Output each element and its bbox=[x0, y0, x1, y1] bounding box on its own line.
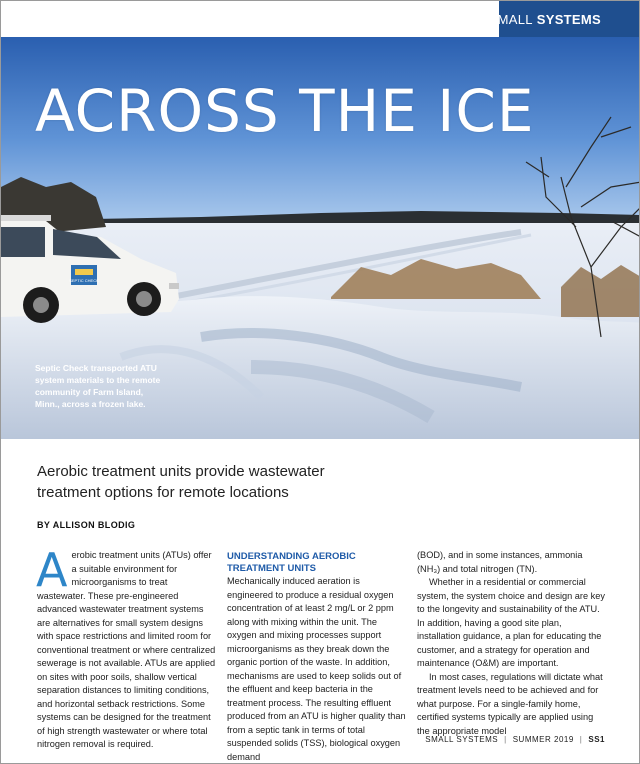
truck-logo: SEPTIC CHECK bbox=[69, 278, 99, 283]
intro-text: erobic treatment units (ATUs) offer a suitable environment for microorganisms to treat wastewater. These pre-engineered advanced wastewater treatment systems are alternatives for small system designs with space restrictions and limited room for conventional treatment or where centralized sewerage is not available. ATUs are applied on sites with poor soils, shallow vertical separation distances to limiting conditions, and horizontal setback restrictions. Some systems can be designed for the treatment of high strength wastewater or where total nitrogen removal is required. bbox=[37, 550, 216, 749]
paragraph-system-choice: Whether in a residential or commercial system, the system choice and design are key to the longevity and sustainability of the ATU. In addition, having a good site plan, installation guidance, a plan for educating the customer, and a strategy for operation and maintenance (O&M) are important. bbox=[417, 577, 605, 668]
section-tag bbox=[488, 1, 639, 37]
footer-page-number: SS1 bbox=[588, 735, 605, 744]
column-3 bbox=[417, 549, 607, 738]
photo-caption: Septic Check transported ATU system materials to the remote community of Farm Island, Minn., across a frozen lake. bbox=[35, 363, 161, 409]
column-2 bbox=[227, 549, 407, 764]
column-1 bbox=[36, 543, 217, 752]
subhead-understanding-atu: UNDERSTANDING AEROBIC TREATMENT UNITS bbox=[227, 551, 356, 574]
paragraph-bod: (BOD), and in some instances, ammonia (NH₃) and total nitrogen (TN). bbox=[417, 550, 583, 574]
article-deck: Aerobic treatment units provide wastewater treatment options for remote locations bbox=[37, 463, 325, 501]
footer-publication: SMALL SYSTEMS bbox=[425, 735, 499, 744]
paragraph-intro bbox=[36, 543, 217, 752]
paragraph-aeration: Mechanically induced aeration is engineered to produce a residual oxygen concentration of at least 2 mg/L or 2 ppm along with mixing within the unit. The oxygen and mixing processes support microorganisms as they break down the organic portion of the waste. In addition, mechanisms are used to keep solids out of the effluent and keep bacteria in the treatment process. The resulting effluent produced from an ATU is higher quality than from a septic tank in terms of total suspended solids (TSS), biological oxygen demand bbox=[227, 576, 406, 762]
section-tag-systems: SYSTEMS bbox=[536, 11, 601, 27]
hero-photo bbox=[1, 37, 640, 439]
byline: BY ALLISON BLODIG bbox=[37, 520, 136, 530]
drop-cap: A bbox=[36, 543, 68, 597]
section-tag-small: SMALL bbox=[488, 11, 533, 27]
footer-issue: SUMMER 2019 bbox=[512, 735, 574, 744]
paragraph-regulations: In most cases, regulations will dictate what treatment levels need to be achieved and for what purpose. For a single-family home, certified systems typically are applied using the appropriate model bbox=[417, 671, 603, 736]
page-footer: SMALL SYSTEMS | SUMMER 2019 | SS1 bbox=[425, 735, 605, 744]
article-title: ACROSS THE ICE bbox=[35, 77, 535, 145]
